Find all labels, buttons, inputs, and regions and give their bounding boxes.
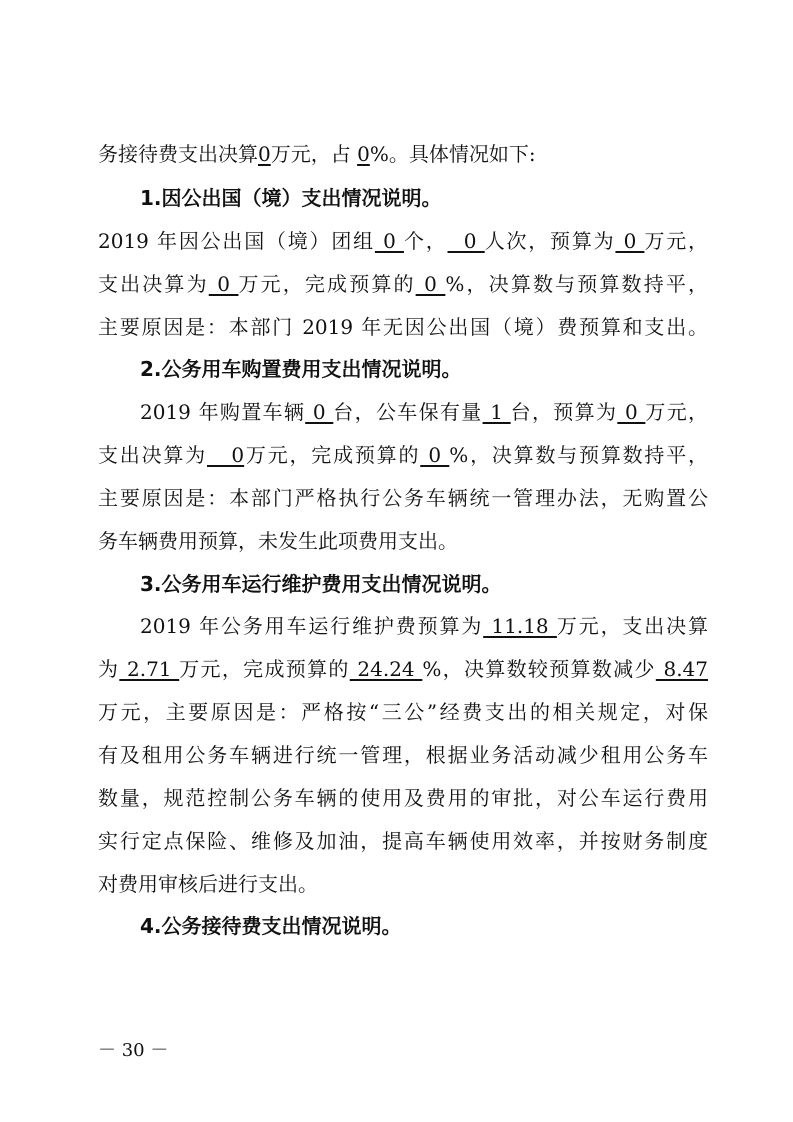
underlined-value: 0	[615, 229, 645, 253]
text-segment: 万元，完成预算的	[179, 657, 350, 681]
line-4	[98, 272, 708, 296]
page-number: － 30 －	[98, 1040, 169, 1061]
line-14	[98, 700, 708, 724]
text-segment: 万元，	[645, 400, 709, 424]
underlined-value: 0	[305, 400, 334, 424]
text-segment: 2019 年购置车辆	[140, 400, 306, 424]
text-segment: 支出决算为	[98, 443, 207, 467]
line-1	[98, 142, 708, 166]
text-segment: 务车辆费用预算，未发生此项费用支出。	[98, 529, 458, 553]
line-13	[98, 657, 708, 681]
text-segment: 主要原因是：本部门 2019 年无因公出国（境）费预算和支出。	[98, 315, 708, 339]
line-8	[98, 443, 708, 467]
line-16	[98, 786, 708, 810]
text-segment: 4.公务接待费支出情况说明。	[140, 914, 402, 938]
underlined-value: 0	[420, 443, 450, 467]
line-17	[98, 829, 708, 853]
text-segment: 1.因公出国（境）支出情况说明。	[140, 186, 442, 210]
section-heading-4	[140, 914, 708, 938]
line-12	[140, 614, 708, 638]
text-segment: 人次，预算为	[484, 229, 616, 253]
text-segment: 为	[98, 657, 120, 681]
underlined-value: 1	[482, 400, 511, 424]
section-heading-1	[140, 186, 708, 210]
underlined-value: 8.47	[655, 657, 709, 681]
section-heading-3	[140, 572, 708, 596]
text-segment: 台，预算为	[510, 400, 618, 424]
text-segment: 台，公车保有量	[333, 400, 483, 424]
line-15	[98, 743, 708, 767]
text-segment: %，决算数与预算数持平，	[449, 443, 709, 467]
text-segment: 有及租用公务车辆进行统一管理，根据业务活动减少租用公务车	[98, 743, 708, 767]
underlined-value: 0	[374, 229, 404, 253]
text-segment: 支出决算为	[98, 272, 209, 296]
line-5	[98, 315, 708, 339]
underlined-value: 0	[357, 142, 370, 166]
line-9	[98, 486, 708, 510]
underlined-value: 0	[447, 229, 485, 253]
underlined-value: 24.24	[349, 657, 423, 681]
text-segment: 万元，完成预算的	[244, 443, 421, 467]
line-18	[98, 872, 708, 896]
text-segment: 实行定点保险、维修及加油，提高车辆使用效率，并按财务制度	[98, 829, 708, 853]
line-10	[98, 529, 708, 553]
text-segment: %，决算数与预算数持平，	[445, 272, 708, 296]
text-segment: 2019 年公务用车运行维护费预算为	[140, 614, 484, 638]
text-segment: 万元，完成预算的	[238, 272, 416, 296]
underlined-value: 2.71	[119, 657, 180, 681]
section-heading-2	[140, 357, 708, 381]
text-segment: %。具体情况如下:	[369, 142, 536, 166]
text-segment: 万元，支出决算	[556, 614, 708, 638]
text-segment: 务接待费支出决算	[98, 142, 258, 166]
line-3	[98, 229, 708, 253]
underlined-value: 0	[617, 400, 646, 424]
line-7	[140, 400, 708, 424]
text-segment: 2019 年因公出国（境）团组	[98, 229, 375, 253]
text-segment: 万元，主要原因是：严格按“三公”经费支出的相关规定，对保	[98, 700, 708, 724]
text-segment: 万元，	[644, 229, 709, 253]
underlined-value: 0	[208, 272, 239, 296]
text-segment: 数量，规范控制公务车辆的使用及费用的审批，对公车运行费用	[98, 786, 708, 810]
text-segment: 主要原因是：本部门严格执行公务车辆统一管理办法，无购置公	[98, 486, 708, 510]
text-segment: 3.公务用车运行维护费用支出情况说明。	[140, 572, 502, 596]
underlined-value: 0	[415, 272, 446, 296]
text-segment: 2.公务用车购置费用支出情况说明。	[140, 357, 462, 381]
text-segment: 个，	[403, 229, 448, 253]
underlined-value: 0	[258, 142, 271, 166]
text-segment: 对费用审核后进行支出。	[98, 872, 318, 896]
text-segment: 万元，占	[270, 142, 358, 166]
text-segment: %，决算数较预算数减少	[422, 657, 656, 681]
underlined-value: 11.18	[483, 614, 557, 638]
underlined-value: 0	[206, 443, 245, 467]
